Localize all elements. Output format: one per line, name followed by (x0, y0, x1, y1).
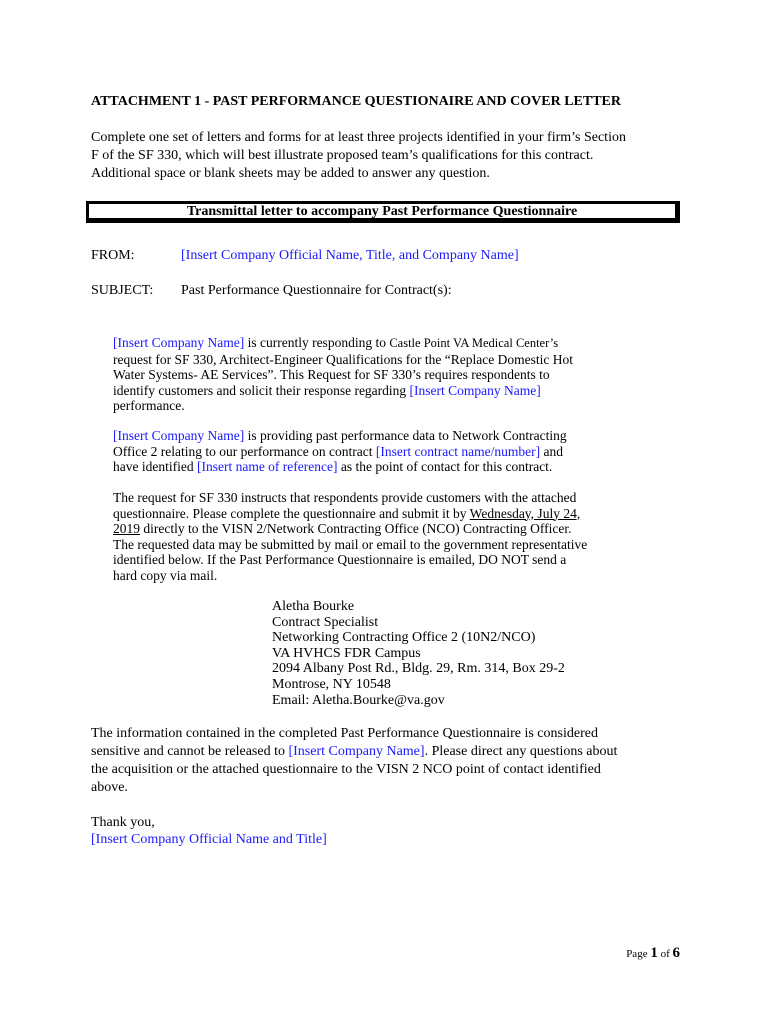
p3-line-2: questionnaire. Please complete the questionnaire and submit it by (113, 505, 470, 521)
from-value: [Insert Company Official Name, Title, and Company Name] (181, 248, 519, 263)
contact-title: Contract Specialist (272, 614, 379, 630)
page-word: Page (626, 948, 648, 960)
signature-placeholder: [Insert Company Official Name and Title] (91, 832, 327, 847)
thanks-text: Thank you, (91, 815, 155, 830)
company-name-placeholder: [Insert Company Name] (409, 382, 541, 398)
p2-line-2: Office 2 relating to our performance on contract (113, 443, 376, 459)
contact-campus: VA HVHCS FDR Campus (272, 645, 421, 661)
closing-line-1: The information contained in the completed Past Performance Questionnaire is considered (91, 726, 598, 741)
paragraph-3 (113, 490, 587, 584)
p3-line-5: identified below. If the Past Performance Questionnaire is emailed, DO NOT send a (113, 552, 567, 568)
contact-email: Email: Aletha.Bourke@va.gov (272, 692, 445, 708)
closing-line-2-end: . Please direct any questions about (424, 744, 618, 759)
closing-line-4: above. (91, 780, 128, 795)
due-year: 2019 (113, 521, 140, 537)
p2-text: is providing past performance data to Network Contracting (244, 428, 567, 443)
closing-paragraph (91, 725, 617, 797)
due-date: Wednesday, July 24, (469, 505, 581, 521)
paragraph-1 (113, 335, 573, 414)
company-name-placeholder: [Insert Company Name] (113, 428, 245, 443)
intro-line-2: F of the SF 330, which will best illustrate proposed team’s qualifications for this contract. (91, 148, 594, 163)
p2-line-3: have identified (113, 459, 197, 475)
contact-city: Montrose, NY 10548 (272, 676, 391, 692)
transmittal-title-box: Transmittal letter to accompany Past Performance Questionnaire (86, 201, 680, 223)
of-word: of (660, 948, 670, 960)
p2-line-2-end: and (540, 443, 563, 459)
p1-line-3: Water Systems- AE Services”. This Request for SF 330’s requires respondents to (113, 367, 550, 383)
p1-line-4: identify customers and solicit their response regarding (113, 382, 410, 398)
p1-medical-center: Castle Point VA Medical Center’s (389, 336, 559, 350)
company-name-placeholder: [Insert Company Name] (288, 744, 425, 759)
contact-address (272, 599, 565, 708)
intro-line-1: Complete one set of letters and forms for at least three projects identified in your firm’s Section (91, 130, 626, 145)
subject-value: Past Performance Questionnaire for Contract(s): (181, 283, 452, 298)
contract-placeholder: [Insert contract name/number] (375, 443, 541, 459)
page-current: 1 (650, 945, 658, 961)
p3-line-1: The request for SF 330 instructs that respondents provide customers with the attached (113, 490, 577, 505)
from-label: FROM: (91, 248, 135, 263)
document-heading: ATTACHMENT 1 - PAST PERFORMANCE QUESTIONAIRE AND COVER LETTER (91, 94, 621, 109)
closing-line-3: the acquisition or the attached questionnaire to the VISN 2 NCO point of contact identified (91, 762, 601, 777)
p2-line-3-end: as the point of contact for this contract. (337, 459, 553, 475)
reference-placeholder: [Insert name of reference] (196, 459, 338, 475)
p3-line-3: directly to the VISN 2/Network Contracting Office (NCO) Contracting Officer. (140, 521, 572, 537)
company-name-placeholder: [Insert Company Name] (113, 335, 245, 350)
contact-name: Aletha Bourke (272, 599, 355, 614)
contact-street: 2094 Albany Post Rd., Bldg. 29, Rm. 314, Box 29-2 (272, 661, 565, 677)
p3-line-6: hard copy via mail. (113, 567, 218, 583)
closing-line-2: sensitive and cannot be released to (91, 744, 289, 759)
p1-line-2: request for SF 330, Architect-Engineer Qualifications for the “Replace Domestic Hot (113, 351, 573, 367)
page-number (626, 945, 680, 962)
intro-paragraph (91, 129, 691, 183)
p1-line-5: performance. (113, 398, 185, 414)
intro-line-3: Additional space or blank sheets may be added to answer any question. (91, 166, 490, 181)
subject-label: SUBJECT: (91, 283, 154, 298)
contact-office: Networking Contracting Office 2 (10N2/NCO) (272, 630, 536, 646)
page-total: 6 (672, 945, 680, 961)
paragraph-2 (113, 428, 567, 475)
p1-text: is currently responding to (244, 335, 390, 350)
p3-line-4: The requested data may be submitted by mail or email to the government representative (113, 536, 588, 552)
